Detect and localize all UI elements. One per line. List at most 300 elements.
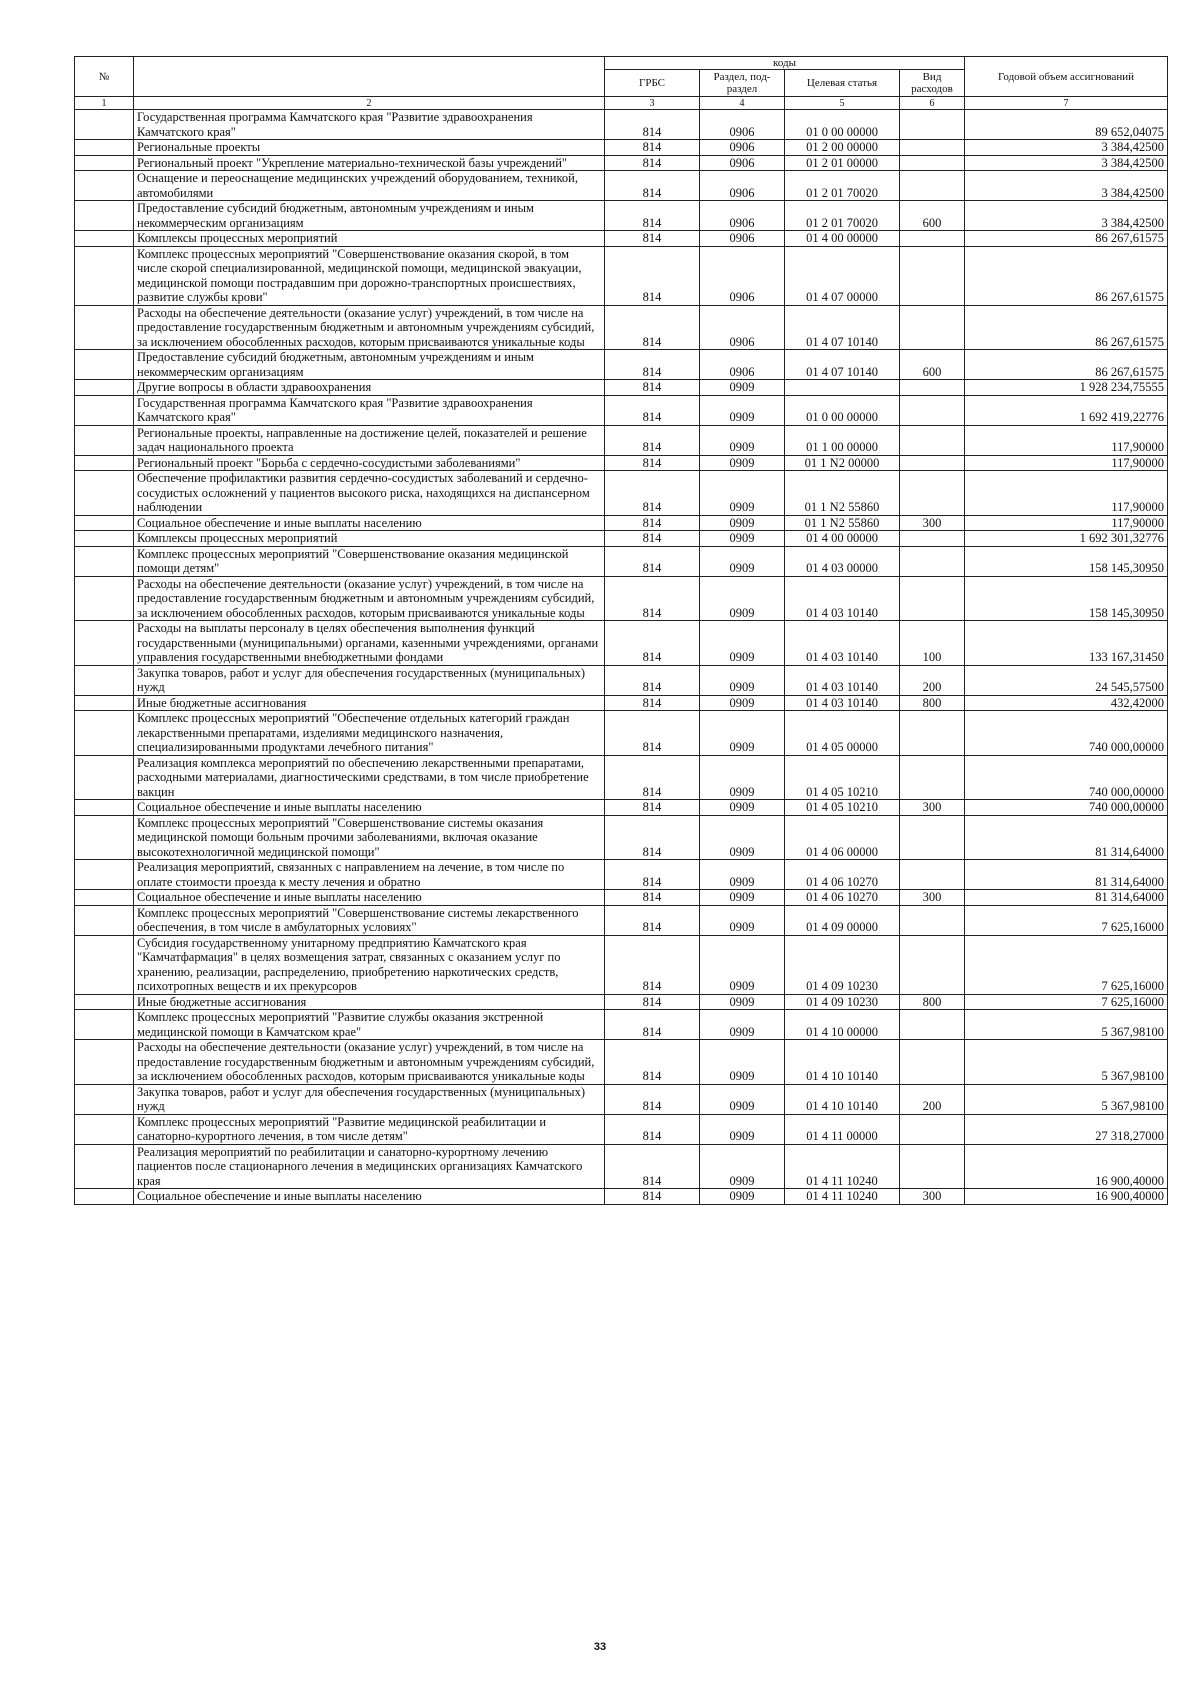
amount-cell: 3 384,42500 bbox=[965, 155, 1168, 171]
row-name-cell: Предоставление субсидий бюджетным, автономным учреждениям и иным некоммерческим организациям bbox=[134, 201, 605, 231]
target-item-cell: 01 4 09 10230 bbox=[785, 994, 900, 1010]
table-row bbox=[75, 395, 1168, 425]
grbs-cell: 814 bbox=[605, 905, 700, 935]
table-row bbox=[75, 350, 1168, 380]
section-cell: 0906 bbox=[700, 231, 785, 247]
table-row bbox=[75, 471, 1168, 516]
amount-cell: 5 367,98100 bbox=[965, 1040, 1168, 1085]
col-number: 5 bbox=[785, 97, 900, 110]
row-number-cell bbox=[75, 1144, 134, 1189]
row-name-cell: Комплексы процессных мероприятий bbox=[134, 531, 605, 547]
header-grbs: ГРБС bbox=[605, 70, 700, 97]
target-item-cell: 01 4 09 00000 bbox=[785, 905, 900, 935]
row-number-cell bbox=[75, 860, 134, 890]
row-name-cell: Комплекс процессных мероприятий "Развитие медицинской реабилитации и санаторно-курортного лечения, в том числе детям" bbox=[134, 1114, 605, 1144]
section-cell: 0906 bbox=[700, 140, 785, 156]
grbs-cell: 814 bbox=[605, 755, 700, 800]
row-name-cell: Региональный проект "Борьба с сердечно-сосудистыми заболеваниями" bbox=[134, 455, 605, 471]
section-cell: 0909 bbox=[700, 905, 785, 935]
target-item-cell bbox=[785, 380, 900, 396]
row-number-cell bbox=[75, 380, 134, 396]
row-name-cell: Комплекс процессных мероприятий "Совершенствование оказания скорой, в том числе скорой специализированной, медицинской помощи, медицинской эвакуации, медицинской помощи пострадавшим при дорожно-транспортных происшествиях, развитие службы крови" bbox=[134, 246, 605, 305]
table-row bbox=[75, 800, 1168, 816]
section-cell: 0909 bbox=[700, 576, 785, 621]
row-name-cell: Оснащение и переоснащение медицинских учреждений оборудованием, техникой, автомобилями bbox=[134, 171, 605, 201]
grbs-cell: 814 bbox=[605, 695, 700, 711]
grbs-cell: 814 bbox=[605, 1010, 700, 1040]
row-name-cell: Реализация мероприятий, связанных с направлением на лечение, в том числе по оплате стоимости проезда к месту лечения и обратно bbox=[134, 860, 605, 890]
table-row bbox=[75, 1144, 1168, 1189]
expense-type-cell bbox=[900, 531, 965, 547]
target-item-cell: 01 0 00 00000 bbox=[785, 110, 900, 140]
section-cell: 0909 bbox=[700, 695, 785, 711]
grbs-cell: 814 bbox=[605, 1144, 700, 1189]
section-cell: 0909 bbox=[700, 994, 785, 1010]
table-row bbox=[75, 1189, 1168, 1205]
expense-type-cell bbox=[900, 860, 965, 890]
row-number-cell bbox=[75, 800, 134, 816]
row-name-cell: Другие вопросы в области здравоохранения bbox=[134, 380, 605, 396]
target-item-cell: 01 4 05 10210 bbox=[785, 755, 900, 800]
table-row bbox=[75, 1040, 1168, 1085]
col-number: 3 bbox=[605, 97, 700, 110]
row-name-cell: Расходы на обеспечение деятельности (оказание услуг) учреждений, в том числе на предоставление государственным бюджетным и автономным учреждениям субсидий, за исключением обособленных расходов, которым присваиваются уникальные коды bbox=[134, 576, 605, 621]
expense-type-cell: 600 bbox=[900, 201, 965, 231]
section-cell: 0909 bbox=[700, 455, 785, 471]
row-name-cell: Комплекс процессных мероприятий "Совершенствование оказания медицинской помощи детям" bbox=[134, 546, 605, 576]
section-cell: 0909 bbox=[700, 711, 785, 756]
expense-type-cell: 200 bbox=[900, 1084, 965, 1114]
expense-type-cell: 100 bbox=[900, 621, 965, 666]
table-row bbox=[75, 695, 1168, 711]
target-item-cell: 01 4 07 10140 bbox=[785, 305, 900, 350]
row-number-cell bbox=[75, 665, 134, 695]
target-item-cell: 01 4 10 10140 bbox=[785, 1040, 900, 1085]
expense-type-cell bbox=[900, 1040, 965, 1085]
amount-cell: 432,42000 bbox=[965, 695, 1168, 711]
amount-cell: 86 267,61575 bbox=[965, 246, 1168, 305]
row-number-cell bbox=[75, 711, 134, 756]
table-row bbox=[75, 546, 1168, 576]
amount-cell: 81 314,64000 bbox=[965, 860, 1168, 890]
table-row bbox=[75, 531, 1168, 547]
table-row bbox=[75, 935, 1168, 994]
row-number-cell bbox=[75, 1040, 134, 1085]
expense-type-cell: 800 bbox=[900, 994, 965, 1010]
table-row bbox=[75, 515, 1168, 531]
row-number-cell bbox=[75, 471, 134, 516]
row-number-cell bbox=[75, 395, 134, 425]
row-number-cell bbox=[75, 305, 134, 350]
table-row bbox=[75, 711, 1168, 756]
target-item-cell: 01 4 06 10270 bbox=[785, 890, 900, 906]
expense-type-cell: 800 bbox=[900, 695, 965, 711]
expense-type-cell bbox=[900, 425, 965, 455]
target-item-cell: 01 1 00 00000 bbox=[785, 425, 900, 455]
target-item-cell: 01 4 00 00000 bbox=[785, 231, 900, 247]
header-target-item: Целевая статья bbox=[785, 70, 900, 97]
section-cell: 0909 bbox=[700, 1144, 785, 1189]
table-row bbox=[75, 155, 1168, 171]
row-number-cell bbox=[75, 1084, 134, 1114]
grbs-cell: 814 bbox=[605, 576, 700, 621]
row-number-cell bbox=[75, 515, 134, 531]
amount-cell: 740 000,00000 bbox=[965, 800, 1168, 816]
row-number-cell bbox=[75, 1010, 134, 1040]
expense-type-cell: 300 bbox=[900, 800, 965, 816]
header-annual-volume: Годовой объем ассигнований bbox=[965, 57, 1168, 97]
row-number-cell bbox=[75, 425, 134, 455]
amount-cell: 7 625,16000 bbox=[965, 994, 1168, 1010]
expense-type-cell bbox=[900, 305, 965, 350]
row-number-cell bbox=[75, 935, 134, 994]
target-item-cell: 01 0 00 00000 bbox=[785, 395, 900, 425]
grbs-cell: 814 bbox=[605, 1084, 700, 1114]
table-row bbox=[75, 201, 1168, 231]
expense-type-cell bbox=[900, 171, 965, 201]
row-name-cell: Закупка товаров, работ и услуг для обеспечения государственных (муниципальных) нужд bbox=[134, 665, 605, 695]
amount-cell: 81 314,64000 bbox=[965, 890, 1168, 906]
expense-type-cell bbox=[900, 711, 965, 756]
grbs-cell: 814 bbox=[605, 471, 700, 516]
section-cell: 0909 bbox=[700, 1114, 785, 1144]
row-number-cell bbox=[75, 1189, 134, 1205]
grbs-cell: 814 bbox=[605, 1040, 700, 1085]
amount-cell: 117,90000 bbox=[965, 455, 1168, 471]
section-cell: 0909 bbox=[700, 531, 785, 547]
amount-cell: 117,90000 bbox=[965, 515, 1168, 531]
row-name-cell: Комплекс процессных мероприятий "Совершенствование системы лекарственного обеспечения, в том числе в амбулаторных условиях" bbox=[134, 905, 605, 935]
header-name bbox=[134, 57, 605, 97]
amount-cell: 3 384,42500 bbox=[965, 140, 1168, 156]
row-name-cell: Комплекс процессных мероприятий "Развитие службы оказания экстренной медицинской помощи в Камчатском крае" bbox=[134, 1010, 605, 1040]
row-name-cell: Расходы на выплаты персоналу в целях обеспечения выполнения функций государственными (муниципальными) органами, казенными учреждениями, органами управления государственными внебюджетными фондами bbox=[134, 621, 605, 666]
table-row bbox=[75, 994, 1168, 1010]
amount-cell: 16 900,40000 bbox=[965, 1144, 1168, 1189]
amount-cell: 158 145,30950 bbox=[965, 576, 1168, 621]
table-row bbox=[75, 380, 1168, 396]
amount-cell: 1 692 301,32776 bbox=[965, 531, 1168, 547]
row-number-cell bbox=[75, 155, 134, 171]
amount-cell: 133 167,31450 bbox=[965, 621, 1168, 666]
row-name-cell: Закупка товаров, работ и услуг для обеспечения государственных (муниципальных) нужд bbox=[134, 1084, 605, 1114]
row-number-cell bbox=[75, 905, 134, 935]
grbs-cell: 814 bbox=[605, 231, 700, 247]
amount-cell: 86 267,61575 bbox=[965, 350, 1168, 380]
expense-type-cell bbox=[900, 546, 965, 576]
row-number-cell bbox=[75, 531, 134, 547]
expense-type-cell: 300 bbox=[900, 890, 965, 906]
grbs-cell: 814 bbox=[605, 140, 700, 156]
section-cell: 0909 bbox=[700, 935, 785, 994]
expense-type-cell bbox=[900, 815, 965, 860]
row-number-cell bbox=[75, 1114, 134, 1144]
target-item-cell: 01 2 01 00000 bbox=[785, 155, 900, 171]
section-cell: 0909 bbox=[700, 1040, 785, 1085]
target-item-cell: 01 4 06 10270 bbox=[785, 860, 900, 890]
target-item-cell: 01 4 09 10230 bbox=[785, 935, 900, 994]
section-cell: 0906 bbox=[700, 201, 785, 231]
expense-type-cell bbox=[900, 1144, 965, 1189]
amount-cell: 89 652,04075 bbox=[965, 110, 1168, 140]
row-number-cell bbox=[75, 576, 134, 621]
row-name-cell: Региональные проекты, направленные на достижение целей, показателей и решение задач национального проекта bbox=[134, 425, 605, 455]
expense-type-cell bbox=[900, 140, 965, 156]
section-cell: 0909 bbox=[700, 621, 785, 666]
grbs-cell: 814 bbox=[605, 860, 700, 890]
table-row bbox=[75, 305, 1168, 350]
amount-cell: 117,90000 bbox=[965, 425, 1168, 455]
section-cell: 0909 bbox=[700, 890, 785, 906]
grbs-cell: 814 bbox=[605, 171, 700, 201]
section-cell: 0909 bbox=[700, 395, 785, 425]
section-cell: 0906 bbox=[700, 171, 785, 201]
section-cell: 0909 bbox=[700, 471, 785, 516]
amount-cell: 5 367,98100 bbox=[965, 1010, 1168, 1040]
grbs-cell: 814 bbox=[605, 546, 700, 576]
row-name-cell: Государственная программа Камчатского края "Развитие здравоохранения Камчатского края" bbox=[134, 395, 605, 425]
table-row bbox=[75, 755, 1168, 800]
table-row bbox=[75, 905, 1168, 935]
expense-type-cell bbox=[900, 576, 965, 621]
row-name-cell: Комплекс процессных мероприятий "Обеспечение отдельных категорий граждан лекарственными препаратами, изделиями медицинского назначения, специализированными продуктами лечебного питания" bbox=[134, 711, 605, 756]
row-number-cell bbox=[75, 890, 134, 906]
section-cell: 0909 bbox=[700, 425, 785, 455]
expense-type-cell bbox=[900, 231, 965, 247]
target-item-cell: 01 4 10 10140 bbox=[785, 1084, 900, 1114]
table-row bbox=[75, 455, 1168, 471]
amount-cell: 27 318,27000 bbox=[965, 1114, 1168, 1144]
row-number-cell bbox=[75, 994, 134, 1010]
section-cell: 0906 bbox=[700, 305, 785, 350]
row-name-cell: Социальное обеспечение и иные выплаты населению bbox=[134, 800, 605, 816]
table-row bbox=[75, 1114, 1168, 1144]
grbs-cell: 814 bbox=[605, 110, 700, 140]
grbs-cell: 814 bbox=[605, 994, 700, 1010]
target-item-cell: 01 1 N2 55860 bbox=[785, 471, 900, 516]
row-number-cell bbox=[75, 455, 134, 471]
expense-type-cell bbox=[900, 380, 965, 396]
row-name-cell: Иные бюджетные ассигнования bbox=[134, 695, 605, 711]
target-item-cell: 01 4 10 00000 bbox=[785, 1010, 900, 1040]
row-number-cell bbox=[75, 171, 134, 201]
expense-type-cell: 200 bbox=[900, 665, 965, 695]
amount-cell: 117,90000 bbox=[965, 471, 1168, 516]
section-cell: 0906 bbox=[700, 350, 785, 380]
target-item-cell: 01 4 05 00000 bbox=[785, 711, 900, 756]
grbs-cell: 814 bbox=[605, 155, 700, 171]
section-cell: 0906 bbox=[700, 246, 785, 305]
table-row bbox=[75, 246, 1168, 305]
grbs-cell: 814 bbox=[605, 800, 700, 816]
row-name-cell: Региональные проекты bbox=[134, 140, 605, 156]
target-item-cell: 01 4 11 10240 bbox=[785, 1144, 900, 1189]
grbs-cell: 814 bbox=[605, 815, 700, 860]
header-expense-type: Вид расходов bbox=[900, 70, 965, 97]
row-name-cell: Предоставление субсидий бюджетным, автономным учреждениям и иным некоммерческим организациям bbox=[134, 350, 605, 380]
grbs-cell: 814 bbox=[605, 1189, 700, 1205]
section-cell: 0909 bbox=[700, 1010, 785, 1040]
grbs-cell: 814 bbox=[605, 515, 700, 531]
grbs-cell: 814 bbox=[605, 665, 700, 695]
target-item-cell: 01 4 07 00000 bbox=[785, 246, 900, 305]
amount-cell: 3 384,42500 bbox=[965, 171, 1168, 201]
target-item-cell: 01 4 11 00000 bbox=[785, 1114, 900, 1144]
table-row bbox=[75, 231, 1168, 247]
expense-type-cell bbox=[900, 246, 965, 305]
expense-type-cell bbox=[900, 110, 965, 140]
section-cell: 0906 bbox=[700, 155, 785, 171]
table-row bbox=[75, 815, 1168, 860]
target-item-cell: 01 2 01 70020 bbox=[785, 201, 900, 231]
section-cell: 0909 bbox=[700, 515, 785, 531]
header-codes: коды bbox=[605, 57, 965, 70]
header-section: Раздел, под-раздел bbox=[700, 70, 785, 97]
target-item-cell: 01 1 N2 00000 bbox=[785, 455, 900, 471]
col-number: 2 bbox=[134, 97, 605, 110]
amount-cell: 1 928 234,75555 bbox=[965, 380, 1168, 396]
target-item-cell: 01 2 00 00000 bbox=[785, 140, 900, 156]
target-item-cell: 01 1 N2 55860 bbox=[785, 515, 900, 531]
row-name-cell: Комплекс процессных мероприятий "Совершенствование системы оказания медицинской помощи больным прочими заболеваниями, включая оказание высокотехнологичной медицинской помощи" bbox=[134, 815, 605, 860]
section-cell: 0909 bbox=[700, 1084, 785, 1114]
expense-type-cell bbox=[900, 471, 965, 516]
grbs-cell: 814 bbox=[605, 711, 700, 756]
row-name-cell: Социальное обеспечение и иные выплаты населению bbox=[134, 890, 605, 906]
target-item-cell: 01 2 01 70020 bbox=[785, 171, 900, 201]
target-item-cell: 01 4 03 10140 bbox=[785, 695, 900, 711]
amount-cell: 158 145,30950 bbox=[965, 546, 1168, 576]
section-cell: 0909 bbox=[700, 860, 785, 890]
amount-cell: 86 267,61575 bbox=[965, 231, 1168, 247]
amount-cell: 16 900,40000 bbox=[965, 1189, 1168, 1205]
row-name-cell: Социальное обеспечение и иные выплаты населению bbox=[134, 1189, 605, 1205]
amount-cell: 81 314,64000 bbox=[965, 815, 1168, 860]
section-cell: 0909 bbox=[700, 1189, 785, 1205]
grbs-cell: 814 bbox=[605, 531, 700, 547]
table-row bbox=[75, 171, 1168, 201]
row-name-cell: Реализация комплекса мероприятий по обеспечению лекарственными препаратами, расходными материалами, диагностическими средствами, в том числе приобретение вакцин bbox=[134, 755, 605, 800]
amount-cell: 3 384,42500 bbox=[965, 201, 1168, 231]
table-row bbox=[75, 621, 1168, 666]
row-name-cell: Расходы на обеспечение деятельности (оказание услуг) учреждений, в том числе на предоставление государственным бюджетным и автономным учреждениям субсидий, за исключением обособленных расходов, которым присваиваются уникальные коды bbox=[134, 305, 605, 350]
table-row bbox=[75, 425, 1168, 455]
target-item-cell: 01 4 00 00000 bbox=[785, 531, 900, 547]
amount-cell: 86 267,61575 bbox=[965, 305, 1168, 350]
table-row bbox=[75, 110, 1168, 140]
grbs-cell: 814 bbox=[605, 350, 700, 380]
target-item-cell: 01 4 03 10140 bbox=[785, 665, 900, 695]
target-item-cell: 01 4 03 10140 bbox=[785, 621, 900, 666]
row-name-cell: Реализация мероприятий по реабилитации и санаторно-курортному лечению пациентов после стационарного лечения в медицинских организациях Камчатского края bbox=[134, 1144, 605, 1189]
table-row bbox=[75, 665, 1168, 695]
expense-type-cell bbox=[900, 155, 965, 171]
amount-cell: 1 692 419,22776 bbox=[965, 395, 1168, 425]
row-number-cell bbox=[75, 246, 134, 305]
col-number: 7 bbox=[965, 97, 1168, 110]
section-cell: 0909 bbox=[700, 380, 785, 396]
table-row bbox=[75, 890, 1168, 906]
grbs-cell: 814 bbox=[605, 621, 700, 666]
row-name-cell: Субсидия государственному унитарному предприятию Камчатского края "Камчатфармация" в целях возмещения затрат, связанных с оказанием услуг по хранению, реализации, распределению, приобретению наркотических средств, психотропных веществ и их прекурсоров bbox=[134, 935, 605, 994]
row-name-cell: Региональный проект "Укрепление материально-технической базы учреждений" bbox=[134, 155, 605, 171]
target-item-cell: 01 4 11 10240 bbox=[785, 1189, 900, 1205]
row-name-cell: Обеспечение профилактики развития сердечно-сосудистых заболеваний и сердечно-сосудистых осложнений у пациентов высокого риска, находящихся на диспансерном наблюдении bbox=[134, 471, 605, 516]
row-number-cell bbox=[75, 621, 134, 666]
expense-type-cell bbox=[900, 1010, 965, 1040]
expense-type-cell bbox=[900, 935, 965, 994]
row-number-cell bbox=[75, 140, 134, 156]
row-number-cell bbox=[75, 350, 134, 380]
grbs-cell: 814 bbox=[605, 425, 700, 455]
target-item-cell: 01 4 06 00000 bbox=[785, 815, 900, 860]
amount-cell: 7 625,16000 bbox=[965, 905, 1168, 935]
table-row bbox=[75, 860, 1168, 890]
grbs-cell: 814 bbox=[605, 395, 700, 425]
row-number-cell bbox=[75, 695, 134, 711]
target-item-cell: 01 4 05 10210 bbox=[785, 800, 900, 816]
target-item-cell: 01 4 07 10140 bbox=[785, 350, 900, 380]
table-row bbox=[75, 1010, 1168, 1040]
col-number: 4 bbox=[700, 97, 785, 110]
amount-cell: 5 367,98100 bbox=[965, 1084, 1168, 1114]
section-cell: 0909 bbox=[700, 815, 785, 860]
header-row-numbers bbox=[75, 97, 1168, 110]
section-cell: 0909 bbox=[700, 665, 785, 695]
expense-type-cell bbox=[900, 755, 965, 800]
expense-type-cell: 300 bbox=[900, 515, 965, 531]
amount-cell: 7 625,16000 bbox=[965, 935, 1168, 994]
header-row-top bbox=[75, 57, 1168, 70]
expense-type-cell: 300 bbox=[900, 1189, 965, 1205]
section-cell: 0909 bbox=[700, 546, 785, 576]
grbs-cell: 814 bbox=[605, 246, 700, 305]
section-cell: 0909 bbox=[700, 800, 785, 816]
grbs-cell: 814 bbox=[605, 305, 700, 350]
expense-type-cell: 600 bbox=[900, 350, 965, 380]
row-name-cell: Расходы на обеспечение деятельности (оказание услуг) учреждений, в том числе на предоставление государственным бюджетным и автономным учреждениям субсидий, за исключением обособленных расходов, которым присваиваются уникальные коды bbox=[134, 1040, 605, 1085]
grbs-cell: 814 bbox=[605, 455, 700, 471]
amount-cell: 740 000,00000 bbox=[965, 755, 1168, 800]
table-body bbox=[75, 110, 1168, 1205]
row-name-cell: Социальное обеспечение и иные выплаты населению bbox=[134, 515, 605, 531]
col-number: 1 bbox=[75, 97, 134, 110]
row-number-cell bbox=[75, 231, 134, 247]
amount-cell: 24 545,57500 bbox=[965, 665, 1168, 695]
grbs-cell: 814 bbox=[605, 380, 700, 396]
expense-type-cell bbox=[900, 905, 965, 935]
grbs-cell: 814 bbox=[605, 935, 700, 994]
target-item-cell: 01 4 03 10140 bbox=[785, 576, 900, 621]
table-row bbox=[75, 1084, 1168, 1114]
grbs-cell: 814 bbox=[605, 890, 700, 906]
row-number-cell bbox=[75, 110, 134, 140]
row-number-cell bbox=[75, 755, 134, 800]
table-row bbox=[75, 140, 1168, 156]
row-name-cell: Иные бюджетные ассигнования bbox=[134, 994, 605, 1010]
grbs-cell: 814 bbox=[605, 201, 700, 231]
page-number: 33 bbox=[593, 1641, 607, 1653]
amount-cell: 740 000,00000 bbox=[965, 711, 1168, 756]
col-number: 6 bbox=[900, 97, 965, 110]
budget-table bbox=[74, 56, 1168, 1205]
row-number-cell bbox=[75, 201, 134, 231]
section-cell: 0906 bbox=[700, 110, 785, 140]
row-number-cell bbox=[75, 546, 134, 576]
header-num: № bbox=[75, 57, 134, 97]
grbs-cell: 814 bbox=[605, 1114, 700, 1144]
row-name-cell: Комплексы процессных мероприятий bbox=[134, 231, 605, 247]
